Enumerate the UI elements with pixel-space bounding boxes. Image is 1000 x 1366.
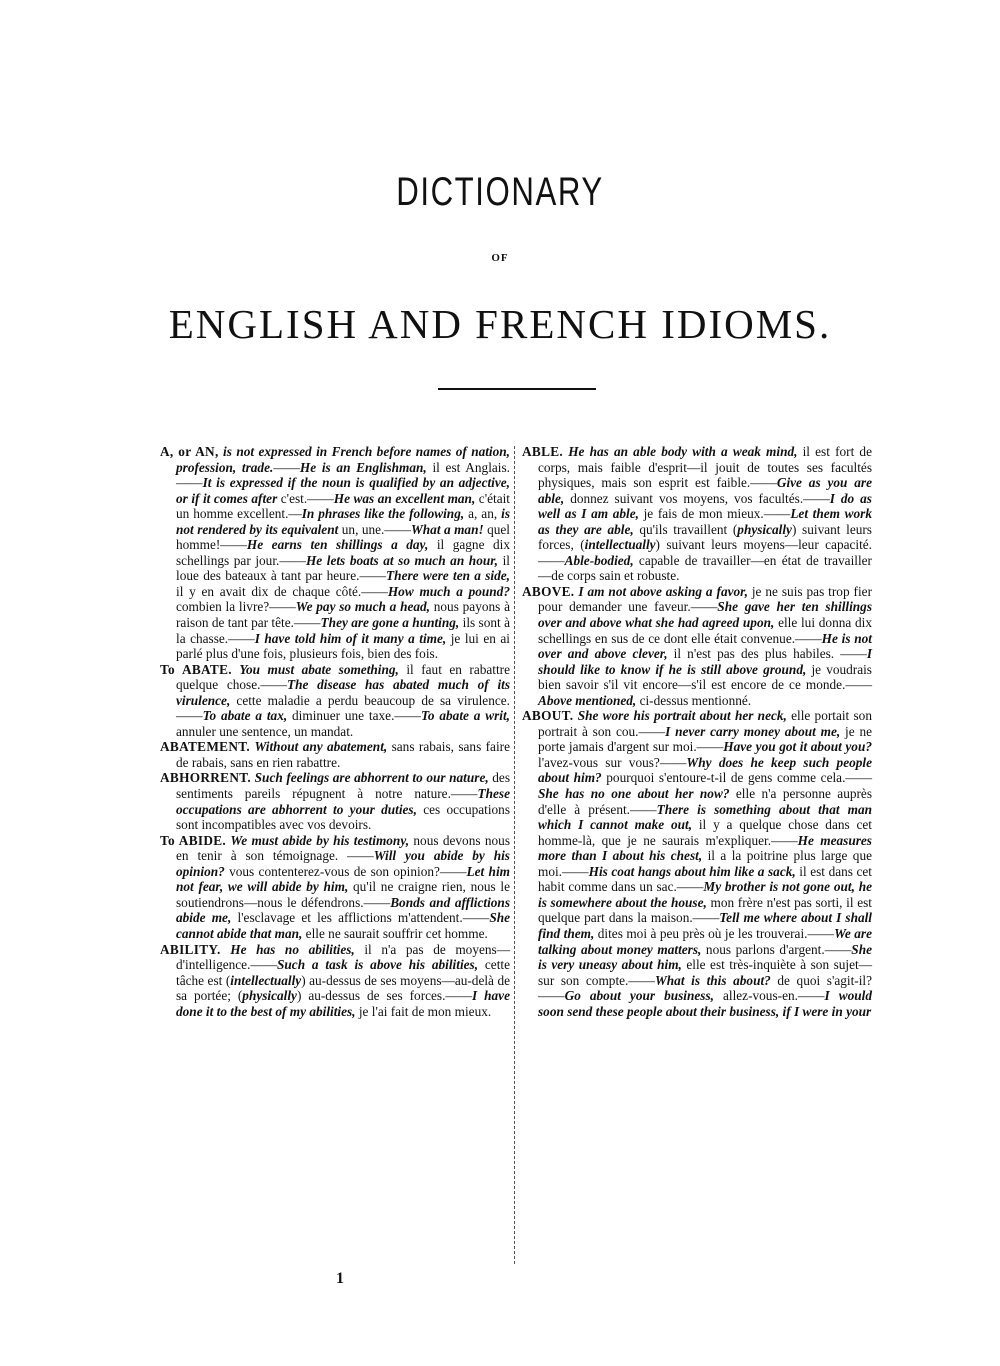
french-translation: un, une.—— bbox=[338, 521, 411, 537]
french-translation: il n'a pas de moyens—d'intelligence.—— bbox=[176, 941, 510, 973]
english-idiom: Why does he keep such people about him? bbox=[538, 754, 872, 786]
title-connector: OF bbox=[491, 252, 509, 264]
page-title: DICTIONARY bbox=[396, 170, 604, 214]
dictionary-entry bbox=[160, 739, 510, 770]
english-idiom: In phrases like the following, bbox=[301, 506, 465, 522]
french-translation: mon frère n'est pas sorti, il est quelque part dans la maison.—— bbox=[538, 894, 872, 926]
english-idiom: Above mentioned, bbox=[538, 692, 637, 708]
french-translation: ci-dessus mentionné. bbox=[636, 692, 752, 708]
french-translation: l'esclavage et les afflictions m'attendent.—— bbox=[231, 910, 490, 926]
french-translation: combien la livre?—— bbox=[176, 599, 296, 615]
dictionary-entry bbox=[522, 584, 872, 708]
entry-headword: A, or AN, bbox=[160, 444, 219, 459]
page-number: 1 bbox=[336, 1270, 344, 1287]
french-translation: des sentiments pareils répugnent à notre nature.—— bbox=[176, 770, 510, 802]
english-idiom: I am not above asking a favor, bbox=[578, 583, 748, 599]
french-translation: c'était un homme excellent.— bbox=[176, 490, 510, 522]
english-idiom: He has an able body with a weak mind, bbox=[568, 444, 798, 459]
english-idiom: Such feelings are abhorrent to our nature, bbox=[254, 770, 489, 786]
english-idiom: I never carry money about me, bbox=[665, 723, 841, 739]
french-translation: qu'ils travaillent ( bbox=[633, 521, 738, 537]
english-idiom: physically bbox=[737, 521, 792, 537]
english-idiom: We must abide by his testimony, bbox=[230, 832, 410, 848]
english-idiom: To abate a writ, bbox=[420, 708, 511, 724]
dictionary-entry bbox=[160, 770, 510, 832]
entry-headword: ABATEMENT. bbox=[160, 739, 251, 755]
entry-headword: ABLE. bbox=[522, 444, 564, 459]
english-idiom: Have you got it about you? bbox=[723, 739, 872, 755]
french-translation: il est fort de corps, mais faible d'esprit—il jouit de toutes ses facultés physiques, mais son esprit est faible.—— bbox=[538, 444, 872, 491]
french-translation: qu'il ne craigne rien, nous le soutiendrons—nous le défendrons.—— bbox=[176, 879, 511, 910]
english-idiom: Tell me where about I shall find them, bbox=[538, 910, 873, 941]
english-idiom: The disease has abated much of its virulence, bbox=[176, 677, 511, 708]
entry-headword: To ABATE. bbox=[160, 661, 232, 677]
english-idiom: intellectually bbox=[584, 537, 656, 553]
french-translation: il loue des bateaux à tant par heure.—— bbox=[176, 552, 510, 584]
french-translation: il gagne dix schellings par jour.—— bbox=[176, 537, 510, 568]
french-translation: il a la poitrine plus large que moi.—— bbox=[538, 848, 873, 879]
french-translation: de quoi s'agit-il?—— bbox=[538, 972, 872, 1004]
title-rule bbox=[438, 388, 596, 390]
english-idiom: He measures more than I about his chest, bbox=[538, 832, 872, 864]
english-idiom: Bonds and afflictions abide me, bbox=[176, 894, 510, 926]
english-idiom: They are gone a hunting, bbox=[320, 615, 460, 631]
english-idiom: I would soon send these people about their business, if I were in your bbox=[538, 988, 872, 1019]
english-idiom: How much a pound? bbox=[387, 583, 510, 599]
french-translation: ) suivant leurs moyens—leur capacité.—— bbox=[538, 537, 873, 568]
french-translation: nous devons nous en tenir à son témoignage. —— bbox=[176, 832, 510, 864]
entry-headword: To ABIDE. bbox=[160, 832, 227, 848]
french-translation: sans rabais, sans faire de rabais, sans en rien rabattre. bbox=[176, 739, 510, 770]
french-translation: vous contenterez-vous de son opinion?—— bbox=[224, 863, 467, 879]
french-translation: pourquoi s'entoure-t-il de gens comme cela.—— bbox=[601, 770, 872, 786]
french-translation: nous payons à raison de tant par tête.—— bbox=[176, 599, 510, 631]
english-idiom: I have told him of it many a time, bbox=[254, 630, 447, 646]
english-idiom: She has no one about her now? bbox=[538, 786, 730, 802]
english-idiom: Able-bodied, bbox=[564, 552, 634, 568]
french-translation: ces occupations sont incompatibles avec vos devoirs. bbox=[176, 801, 510, 833]
english-idiom: His coat hangs about him like a sack, bbox=[588, 863, 796, 879]
french-translation: nous parlons d'argent.—— bbox=[701, 941, 852, 957]
english-idiom: Without any abatement, bbox=[254, 739, 388, 755]
french-translation: elle n'a personne auprès d'elle à présent.—— bbox=[538, 786, 872, 817]
english-idiom: He lets boats at so much an hour, bbox=[305, 552, 499, 568]
english-idiom: We pay so much a head, bbox=[295, 599, 430, 615]
english-idiom: You must abate something, bbox=[239, 661, 399, 677]
french-translation: il y en avait dix de chaque côté.—— bbox=[176, 583, 388, 599]
french-translation: ) au-dessus de ses moyens—au-delà de sa portée; ( bbox=[176, 972, 511, 1004]
english-idiom: He was an excellent man, bbox=[333, 490, 476, 506]
english-idiom: There is something about that man which I cannot make out, bbox=[538, 801, 872, 833]
french-translation: elle ne saurait souffrir cet homme. bbox=[302, 925, 488, 941]
english-idiom: She is very uneasy about him, bbox=[538, 941, 872, 973]
english-idiom: What a man! bbox=[410, 521, 484, 537]
dictionary-entry bbox=[160, 444, 510, 662]
left-column bbox=[160, 444, 510, 1019]
french-translation: cette tâche est ( bbox=[176, 957, 510, 988]
french-translation: je ne suis pas trop fier pour demander une faveur.—— bbox=[538, 583, 872, 615]
french-translation: l'avez-vous sur vous?—— bbox=[538, 754, 687, 770]
entry-headword: ABOUT. bbox=[522, 708, 574, 724]
right-column bbox=[522, 444, 872, 1019]
english-idiom: She wore his portrait about her neck, bbox=[577, 708, 787, 724]
english-idiom: Will you abide by his opinion? bbox=[176, 848, 510, 879]
dictionary-entry bbox=[160, 942, 510, 1020]
english-idiom: What is this about? bbox=[654, 972, 771, 988]
french-translation: a, an, bbox=[464, 506, 502, 522]
french-translation: allez-vous-en.—— bbox=[713, 988, 825, 1004]
english-idiom: Such a task is above his abilities, bbox=[277, 957, 479, 973]
french-translation: je fais de mon mieux.—— bbox=[638, 506, 791, 522]
french-translation: diminuer une taxe.—— bbox=[287, 708, 421, 724]
english-idiom: is not expressed in French before names of nation, profession, trade. bbox=[176, 444, 510, 475]
dictionary-entry bbox=[160, 662, 510, 740]
english-idiom: intellectually bbox=[230, 972, 302, 988]
french-translation: c'est.—— bbox=[277, 490, 334, 506]
french-translation: je l'ai fait de mon mieux. bbox=[355, 1003, 492, 1019]
english-idiom: physically bbox=[242, 988, 297, 1004]
dictionary-entry bbox=[522, 708, 872, 1019]
french-translation: il y a quelque chose dans cet homme-là, que je ne saurais m'expliquer.—— bbox=[538, 817, 872, 848]
dictionary-entry bbox=[160, 833, 510, 942]
english-idiom: My brother is not gone out, he is somewhere about the house, bbox=[538, 879, 872, 910]
dictionary-entry bbox=[522, 444, 872, 584]
french-translation: il n'est pas des plus habiles. —— bbox=[667, 646, 867, 662]
english-idiom: I do as well as I am able, bbox=[538, 490, 872, 522]
english-idiom: Let them work as they are able, bbox=[538, 506, 872, 537]
french-translation: dites moi à peu près où je les trouverai.—— bbox=[594, 925, 835, 941]
french-translation: ils sont à la chasse.—— bbox=[176, 615, 510, 646]
french-translation: ) suivant leurs forces, ( bbox=[538, 521, 872, 553]
french-translation: annuler une sentence, un mandat. bbox=[176, 723, 354, 739]
english-idiom: It is expressed if the noun is qualified by an adjective, or if it comes after bbox=[176, 475, 510, 506]
french-translation: il est Anglais.—— bbox=[176, 459, 510, 491]
french-translation: il faut en rabattre quelque chose.—— bbox=[176, 661, 510, 693]
entry-headword: ABHORRENT. bbox=[160, 770, 252, 786]
english-idiom: He earns ten shillings a day, bbox=[246, 537, 429, 553]
french-translation: je ne porte jamais d'argent sur moi.—— bbox=[538, 723, 872, 755]
english-idiom: There were ten a side, bbox=[386, 568, 510, 584]
english-idiom: To abate a tax, bbox=[202, 708, 288, 724]
english-idiom: Give as you are able, bbox=[538, 475, 872, 506]
english-idiom: She gave her ten shillings over and above what she had agreed upon, bbox=[538, 599, 872, 631]
english-idiom: He is an Englishman, bbox=[299, 459, 427, 475]
english-idiom: We are talking about money matters, bbox=[538, 925, 873, 957]
english-idiom: I have done it to the best of my abilities, bbox=[176, 988, 510, 1019]
english-idiom: She cannot abide that man, bbox=[176, 910, 511, 941]
english-idiom: Let him not fear, we will abide by him, bbox=[176, 863, 510, 895]
french-translation: elle est très-inquiète à son sujet—sur son compte.—— bbox=[538, 957, 872, 988]
french-translation: je voudrais bien savoir s'il vit encore—s'il est encore de ce monde.—— bbox=[538, 661, 872, 693]
french-translation: je lui en ai parlé plus d'une fois, plusieurs fois, bien des fois. bbox=[176, 630, 510, 662]
english-idiom: These occupations are abhorrent to your duties, bbox=[176, 786, 510, 817]
french-translation: elle portait son portrait à son cou.—— bbox=[538, 708, 872, 739]
entry-headword: ABILITY. bbox=[160, 941, 221, 957]
entry-headword: ABOVE. bbox=[522, 583, 575, 599]
french-translation: capable de travailler—en état de travailler—de corps sain et robuste. bbox=[538, 552, 872, 584]
french-translation: elle lui donna dix schellings en sus de ce dont elle était convenue.—— bbox=[538, 615, 872, 646]
english-idiom: He has no abilities, bbox=[230, 941, 355, 957]
french-translation: —— bbox=[273, 459, 300, 475]
french-translation: donnez suivant vos moyens, vos facultés.—— bbox=[564, 490, 830, 506]
french-translation: quel homme!—— bbox=[176, 521, 511, 553]
french-translation: il est dans cet habit comme dans un sac.—— bbox=[538, 863, 873, 895]
french-translation: cette maladie a perdu beaucoup de sa virulence.—— bbox=[176, 692, 510, 724]
column-divider bbox=[514, 446, 515, 1264]
english-idiom: is not rendered by its equivalent bbox=[176, 506, 510, 537]
french-translation: ) au-dessus de ses forces.—— bbox=[296, 988, 473, 1004]
english-idiom: I should like to know if he is still above ground, bbox=[538, 646, 873, 677]
page-subtitle: ENGLISH AND FRENCH IDIOMS. bbox=[168, 301, 832, 347]
english-idiom: He is not over and above clever, bbox=[538, 630, 873, 662]
english-idiom: Go about your business, bbox=[564, 988, 714, 1004]
